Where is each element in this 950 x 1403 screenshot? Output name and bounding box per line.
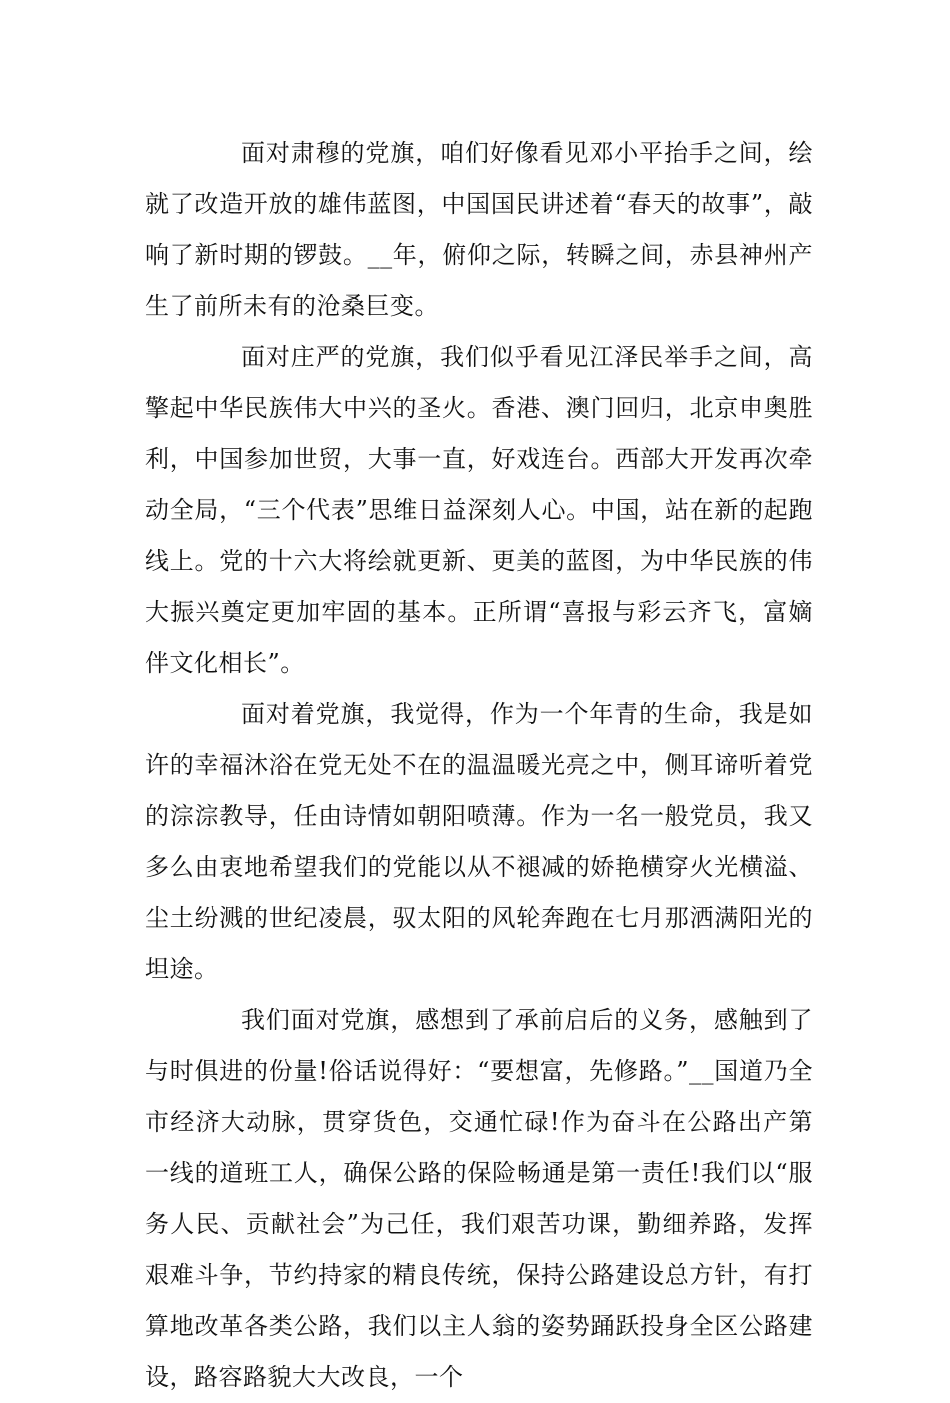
- paragraph-3: 面对着党旗，我觉得，作为一个年青的生命，我是如许的幸福沐浴在党无处不在的温温暖光亮之中，侧耳谛听着党的淙淙教导，任由诗情如朝阳喷薄。作为一名一般党员，我又多么由衷地希望我们的党能以从不褪减的娇艳横穿火光横溢、尘土纷溅的世纪凌晨，驭太阳的风轮奔跑在七月那洒满阳光的坦途。: [145, 700, 813, 983]
- paragraph-2: 面对庄严的党旗，我们似乎看见江泽民举手之间，高擎起中华民族伟大中兴的圣火。香港、澳门回归，北京申奥胜利，中国参加世贸，大事一直，好戏连台。西部大开发再次牵动全局，“三个代表”思维日益深刻人心。中国，站在新的起跑线上。党的十六大将绘就更新、更美的蓝图，为中华民族的伟大振兴奠定更加牢固的基本。正所谓“喜报与彩云齐飞，富嫡伴文化相长”。: [145, 343, 813, 677]
- document-body: [145, 128, 813, 1403]
- paragraph-1: 面对肃穆的党旗，咱们好像看见邓小平抬手之间，绘就了改造开放的雄伟蓝图，中国国民讲述着“春天的故事”，敲响了新时期的锣鼓。__年，俯仰之际，转瞬之间，赤县神州产生了前所未有的沧桑巨变。: [145, 139, 813, 320]
- paragraph-4: 我们面对党旗，感想到了承前启后的义务，感触到了与时俱进的份量!俗话说得好：“要想富，先修路。”__国道乃全市经济大动脉，贯穿货色，交通忙碌!作为奋斗在公路出产第一线的道班工人，确保公路的保险畅通是第一责任!我们以“服务人民、贡献社会”为己任，我们艰苦功课，勤细养路，发挥艰难斗争，节约持家的精良传统，保持公路建设总方针，有打算地改革各类公路，我们以主人翁的姿势踊跃投身全区公路建设，路容路貌大大改良，一个: [145, 1006, 813, 1391]
